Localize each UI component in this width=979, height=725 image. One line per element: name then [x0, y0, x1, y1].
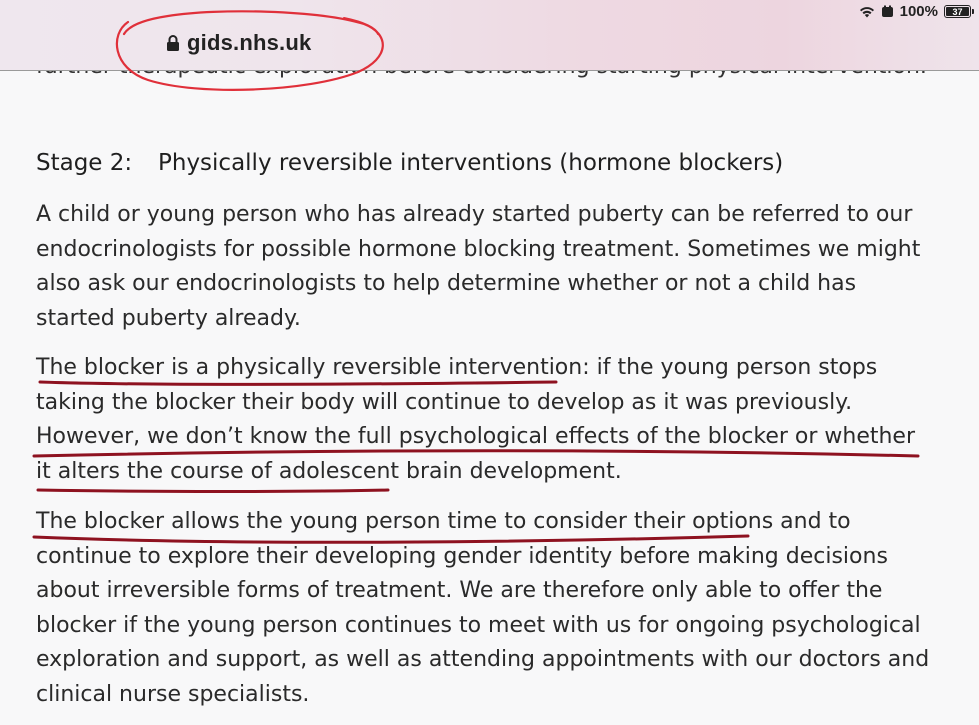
heading-title: Physically reversible interventions (hormone blockers): [158, 150, 784, 176]
status-bar: [859, 3, 971, 20]
wifi-icon: [859, 6, 875, 18]
lock-icon: [166, 34, 180, 52]
browser-top-bar: [0, 0, 979, 71]
heading-number: Stage 2:: [36, 150, 133, 176]
paragraph-1: A child or young person who has already started puberty can be referred to our endocrinologists for possible hormone blocking treatment. Sometimes we might also ask our endocrinologists to help determine whether or not a child has started puberty already.: [36, 202, 921, 331]
address-bar[interactable]: [166, 30, 311, 56]
focus-icon: [881, 5, 894, 18]
section-heading: [36, 150, 783, 176]
paragraph-3: The blocker allows the young person time to consider their options and to continue to explore their developing gender identity before making decisions about irreversible forms of treatment. We are therefore only able to offer the blocker if the young person continues to meet with us for ongoing psychological exploration and support, as well as attending appointments with our doctors and clinical nurse specialists.: [36, 509, 930, 707]
url-text: gids.nhs.uk: [187, 30, 312, 55]
paragraph-2: The blocker is a physically reversible intervention: if the young person stops taking the blocker their body will continue to develop as it was previously. However, we don’t know the full psychological effects of the blocker or whether it alters the course of adolescent brain development.: [36, 355, 916, 484]
battery-icon: [944, 5, 971, 18]
battery-level: 37: [952, 6, 963, 17]
battery-percent: 100%: [899, 3, 938, 20]
